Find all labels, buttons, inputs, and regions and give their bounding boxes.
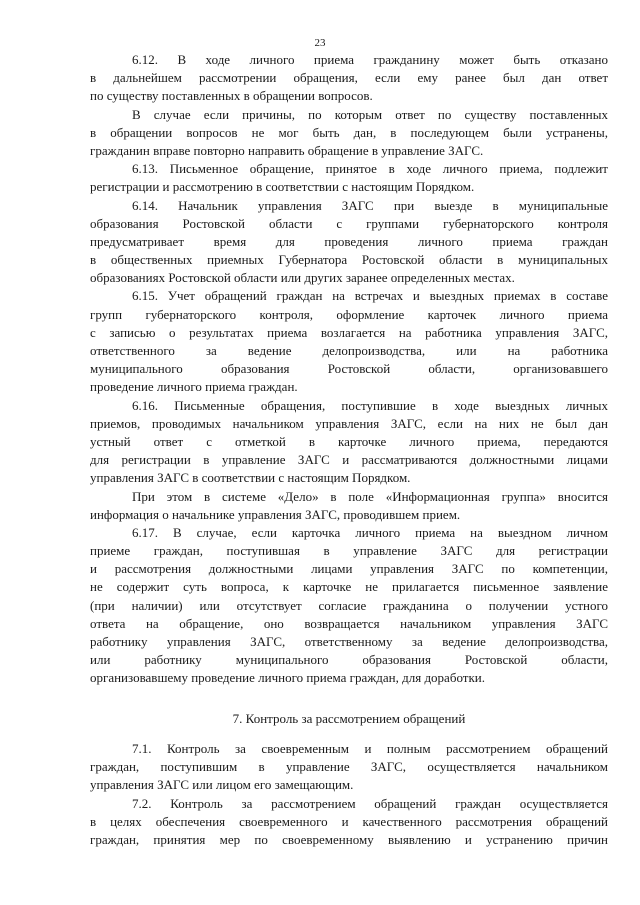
- text-line: по существу поставленных в обращении вопросов.: [90, 88, 373, 104]
- text-line: проведение личного приема граждан.: [90, 379, 298, 395]
- text-line: групп губернаторского контроля, оформление карточек личного приема: [90, 306, 608, 322]
- text-line: не содержит суть вопроса, к карточке не прилагается письменное заявление: [90, 579, 608, 595]
- text-line: в дальнейшем рассмотрении обращения, если ему ранее был дан ответ: [90, 70, 608, 86]
- text-line: управления ЗАГС в соответствии с настоящим Порядком.: [90, 470, 411, 486]
- text-line: При этом в системе «Дело» в поле «Информационная группа» вносится: [132, 488, 608, 504]
- text-line: граждан, принятия мер по своевременному выявлению и устранению причин: [90, 831, 608, 847]
- text-line: работнику управления ЗАГС, ответственному за ведение делопроизводства,: [90, 634, 608, 649]
- text-line: с записью о результатах приема возлагается на работника управления ЗАГС,: [90, 324, 608, 340]
- text-line: 6.16. Письменные обращения, поступившие в ходе выездных личных: [132, 397, 608, 413]
- section-6-text: [90, 51, 608, 688]
- section-heading: 7. Контроль за рассмотрением обращений: [232, 711, 466, 726]
- text-line: 6.15. Учет обращений граждан на встречах и выездных приемах в составе: [132, 288, 608, 304]
- text-line: организовавшему проведение личного приема граждан, для доработки.: [90, 670, 485, 686]
- section-7-heading-block: [90, 710, 608, 728]
- text-line: для регистрации в управление ЗАГС и рассматриваются должностными лицами: [90, 452, 608, 468]
- text-line: в общественных приемных Губернатора Ростовской области в муниципальных: [90, 252, 608, 268]
- text-line: (при наличии) или отсутствует согласие гражданина о получении устного: [90, 597, 608, 613]
- text-line: приеме граждан, поступившая в управление ЗАГС для регистрации: [90, 543, 608, 559]
- text-line: или работнику муниципального образования Ростовской области,: [90, 652, 608, 668]
- text-line: управления ЗАГС или лицом его замещающим.: [90, 777, 354, 793]
- text-line: 7.2. Контроль за рассмотрением обращений граждан осуществляется: [132, 795, 608, 811]
- text-line: в целях обеспечения своевременного и качественного рассмотрения обращений: [90, 813, 608, 829]
- text-line: в обращении вопросов не мог быть дан, в последующем были устранены,: [90, 124, 608, 140]
- text-line: устный ответ с отметкой в карточке личного приема, передаются: [90, 433, 608, 449]
- text-line: образования Ростовской области с группами губернаторского контроля: [90, 215, 608, 231]
- text-line: гражданин вправе повторно направить обращение в управление ЗАГС.: [90, 142, 484, 158]
- text-line: ответственного за ведение делопроизводства, или на работника: [90, 343, 608, 358]
- text-line: граждан, поступившим в управление ЗАГС, осуществляется начальником: [90, 759, 608, 775]
- text-line: регистрации и рассмотрению в соответствии с настоящим Порядком.: [90, 179, 475, 195]
- section-7-text: [90, 740, 608, 849]
- text-line: В случае если причины, по которым ответ по существу поставленных: [132, 106, 608, 122]
- text-line: 6.14. Начальник управления ЗАГС при выезде в муниципальные: [132, 197, 608, 213]
- text-line: информация о начальнике управления ЗАГС, проводившем прием.: [90, 506, 461, 522]
- text-line: ответа на обращение, оно возвращается начальником управления ЗАГС: [90, 615, 608, 631]
- page-number: 23: [314, 37, 326, 49]
- text-line: муниципального образования Ростовской области, организовавшего: [90, 361, 608, 377]
- text-line: 6.13. Письменное обращение, принятое в ходе личного приема, подлежит: [132, 161, 608, 177]
- text-line: 6.17. В случае, если карточка личного приема на выездном личном: [132, 524, 608, 540]
- text-line: 6.12. В ходе личного приема гражданину может быть отказано: [132, 52, 608, 67]
- text-line: приемов, проводимых начальником управления ЗАГС, если на них не был дан: [90, 415, 608, 431]
- text-line: предусматривает время для проведения личного приема граждан: [90, 233, 608, 249]
- text-line: и рассмотрения должностными лицами управления ЗАГС по компетенции,: [90, 561, 608, 577]
- text-line: 7.1. Контроль за своевременным и полным рассмотрением обращений: [132, 741, 608, 756]
- text-line: образованиях Ростовской области или других заранее определенных местах.: [90, 270, 515, 286]
